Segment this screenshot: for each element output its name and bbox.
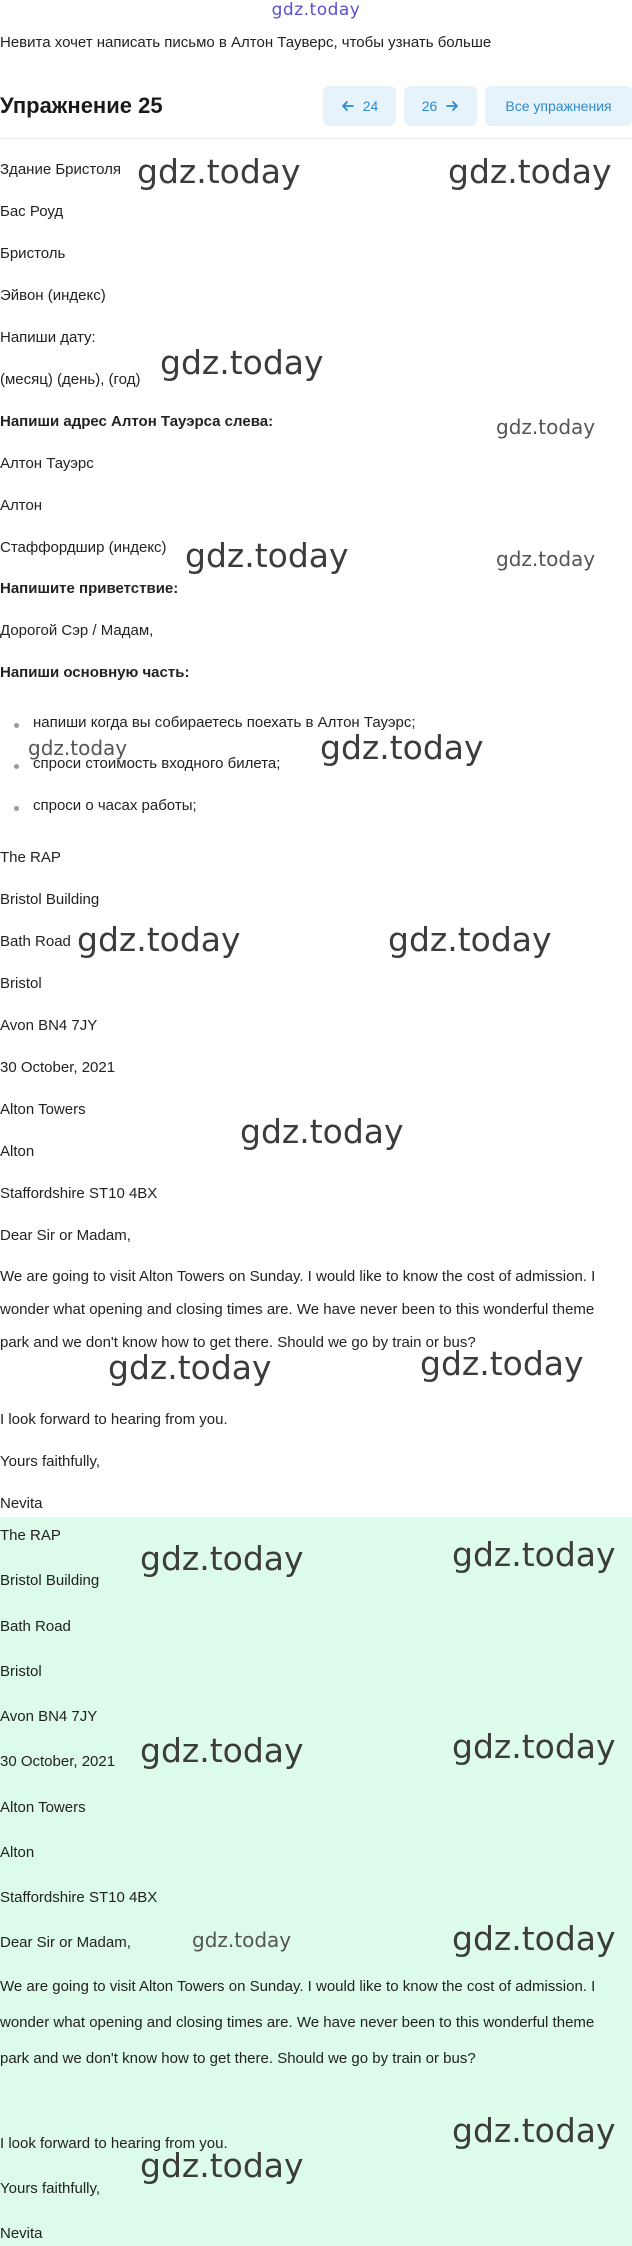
bullet-item: напиши когда вы собираетесь поехать в Алтон Тауэрс; (33, 714, 416, 731)
watermark: gdz.today (137, 152, 301, 191)
prev-exercise-label: 24 (362, 98, 379, 114)
answer-line: Bristol (0, 1663, 42, 1680)
all-exercises-button[interactable] (485, 86, 632, 126)
watermark: gdz.today (388, 920, 552, 959)
watermark: gdz.today (420, 1344, 584, 1383)
answer-line: Bristol Building (0, 1572, 100, 1589)
answer-line: Dear Sir or Madam, (0, 1934, 131, 1951)
watermark: gdz.today (192, 1928, 292, 1952)
bullet-marker (14, 806, 19, 811)
watermark: gdz.today (185, 536, 349, 575)
watermark: gdz.today (77, 920, 241, 959)
arrow-left-icon (341, 99, 355, 113)
letter-line: Avon BN4 7JY (0, 1017, 98, 1034)
answer-line: Avon BN4 7JY (0, 1708, 98, 1725)
template-line: Напиши дату: (0, 329, 96, 346)
bullet-marker (14, 764, 19, 769)
bullet-item: спроси стоимость входного билета; (33, 755, 281, 772)
watermark: gdz.today (452, 2111, 616, 2150)
watermark: gdz.today (452, 1535, 616, 1574)
watermark: gdz.today (140, 2146, 304, 2185)
letter-line: Bristol (0, 975, 42, 992)
answer-body: We are going to visit Alton Towers on Sunday. I would like to know the cost of admission. I wonder what opening and closing times are. We have never been to this wonderful theme park and we don't know how to get there. Should we go by train or bus? (0, 1978, 596, 2067)
watermark: gdz.today (108, 1348, 272, 1387)
letter-line: Dear Sir or Madam, (0, 1227, 131, 1244)
answer-line: Alton Towers (0, 1799, 86, 1816)
template-line: Здание Бристоля (0, 161, 121, 178)
template-heading: Напиши основную часть: (0, 664, 190, 681)
watermark: gdz.today (240, 1112, 404, 1151)
template-heading: Напишите приветствие: (0, 580, 179, 597)
prev-exercise-button[interactable] (323, 86, 396, 126)
answer-line: Yours faithfully, (0, 2180, 101, 2197)
letter-line: Bristol Building (0, 891, 100, 908)
answer-line: 30 October, 2021 (0, 1753, 116, 1770)
answer-line: Nevita (0, 2225, 43, 2242)
exercise-header (0, 78, 632, 139)
template-line: Эйвон (индекс) (0, 287, 106, 304)
answer-line: Alton (0, 1844, 35, 1861)
answer-line: Staffordshire ST10 4BX (0, 1889, 158, 1906)
letter-line: Yours faithfully, (0, 1453, 101, 1470)
site-logo[interactable]: gdz.today (271, 0, 361, 20)
arrow-right-icon (445, 99, 459, 113)
next-exercise-label: 26 (421, 98, 438, 114)
watermark: gdz.today (496, 547, 596, 571)
letter-line: I look forward to hearing from you. (0, 1411, 228, 1428)
watermark: gdz.today (320, 728, 484, 767)
bullet-marker (14, 723, 19, 728)
template-line: Дорогой Сэр / Мадам, (0, 622, 154, 639)
watermark: gdz.today (28, 736, 128, 760)
next-exercise-button[interactable] (404, 86, 477, 126)
template-line: Алтон Тауэрс (0, 455, 94, 472)
watermark: gdz.today (140, 1539, 304, 1578)
template-line: Бас Роуд (0, 203, 64, 220)
template-heading: Напиши адрес Алтон Тауэрса слева: (0, 413, 274, 430)
watermark: gdz.today (448, 152, 612, 191)
watermark: gdz.today (452, 1919, 616, 1958)
bullet-item: спроси о часах работы; (33, 797, 197, 814)
letter-line: Staffordshire ST10 4BX (0, 1185, 158, 1202)
letter-line: Bath Road (0, 933, 71, 950)
watermark: gdz.today (496, 415, 596, 439)
watermark: gdz.today (452, 1727, 616, 1766)
template-line: Алтон (0, 497, 43, 514)
watermark: gdz.today (140, 1731, 304, 1770)
letter-line: The RAP (0, 849, 61, 866)
letter-line: Alton Towers (0, 1101, 86, 1118)
template-line: Стаффордшир (индекс) (0, 539, 167, 556)
answer-line: I look forward to hearing from you. (0, 2135, 228, 2152)
template-line: (месяц) (день), (год) (0, 371, 141, 388)
exercise-intro-text: Невита хочет написать письмо в Алтон Тауверс, чтобы узнать больше (0, 34, 492, 51)
letter-body: We are going to visit Alton Towers on Sunday. I would like to know the cost of admission. I wonder what opening and closing times are. We have never been to this wonderful theme park and we don't know how to get there. Should we go by train or bus? (0, 1268, 596, 1351)
answer-line: Bath Road (0, 1618, 71, 1635)
answer-block (0, 1517, 632, 2246)
watermark: gdz.today (160, 343, 324, 382)
letter-line: Alton (0, 1143, 35, 1160)
letter-line: 30 October, 2021 (0, 1059, 116, 1076)
all-exercises-label: Все упражнения (505, 98, 612, 114)
page-title: Упражнение 25 (0, 93, 163, 118)
letter-line: Nevita (0, 1495, 43, 1512)
answer-line: The RAP (0, 1527, 61, 1544)
template-line: Бристоль (0, 245, 66, 262)
